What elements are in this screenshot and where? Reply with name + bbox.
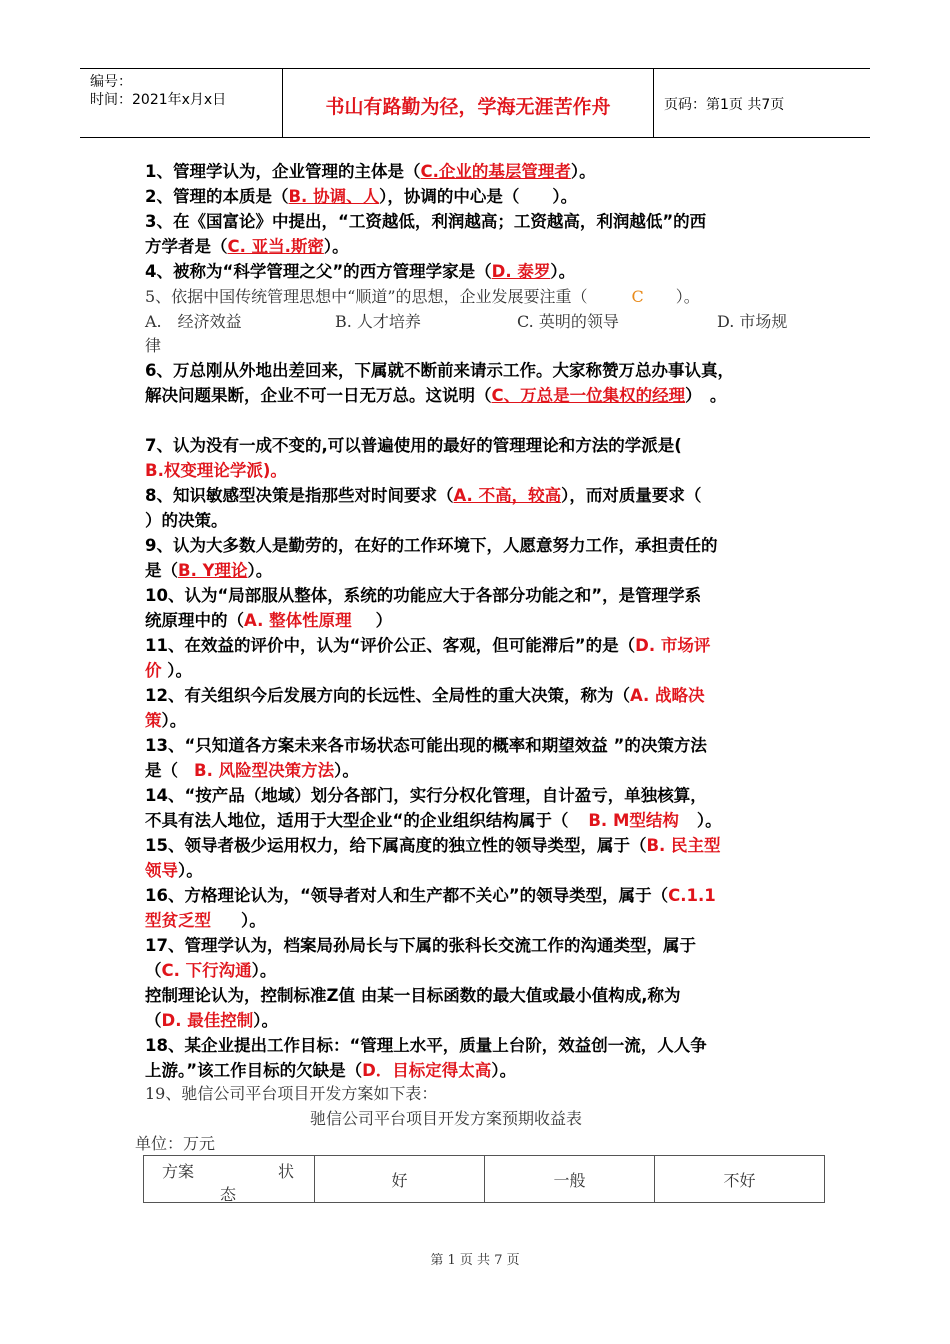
question-text: 解决问题果断，企业不可一日无万总。这说明（ bbox=[145, 386, 492, 405]
answer: 价 bbox=[145, 661, 162, 680]
question-text: 方学者是（ bbox=[145, 237, 228, 256]
answer: B. 协调、人 bbox=[288, 187, 380, 206]
question-text: 15、领导者极少运用权力，给下属高度的独立性的领导类型，属于（ bbox=[145, 836, 647, 855]
question-8 bbox=[145, 484, 701, 508]
question-text: ），协调的中心是（ ）。 bbox=[379, 187, 578, 206]
question-text: 上游。”该工作目标的欠缺是（ bbox=[145, 1061, 363, 1080]
payoff-table bbox=[143, 1155, 825, 1203]
option-d: D. 市场规 bbox=[717, 312, 788, 331]
question-text: ）。 bbox=[167, 661, 192, 680]
answer: C、万总是一位集权的经理 bbox=[491, 386, 686, 405]
question-text: 是（ bbox=[145, 761, 178, 780]
answer: B. 民主型 bbox=[646, 836, 721, 855]
option-c: C. 英明的领导 bbox=[517, 312, 619, 331]
answer: D．目标定得太高 bbox=[362, 1061, 492, 1080]
question-14-line-1: 14、“按产品（地域）划分各部门，实行分权化管理，自计盈亏，单独核算， bbox=[145, 786, 707, 805]
question-6-line-1: 6、万总刚从外地出差回来，下属就不断前来请示工作。大家称赞万总办事认真， bbox=[145, 361, 734, 380]
question-18-line-1: 18、某企业提出工作目标：“管理上水平，质量上台阶，效益创一流，人人争 bbox=[145, 1036, 707, 1055]
question-text: 2、管理的本质是（ bbox=[145, 187, 289, 206]
question-3-line-1: 3、在《国富论》中提出，“工资越低，利润越高；工资越高，利润越低”的西 bbox=[145, 212, 707, 231]
question-6-line-2 bbox=[145, 384, 726, 408]
question-text: ）。 bbox=[247, 561, 273, 580]
question-7-line-1: 7、认为没有一成不变的,可以普遍使用的最好的管理理论和方法的学派是( bbox=[145, 436, 682, 455]
answer: B. 风险型决策方法 bbox=[194, 761, 335, 780]
question-8-line-2: ）的决策。 bbox=[145, 511, 228, 530]
question-text: ）。 bbox=[334, 761, 359, 780]
table-unit: 单位：万元 bbox=[135, 1134, 216, 1153]
answer: A. 不高，较高 bbox=[453, 486, 562, 505]
answer: D. 市场评 bbox=[635, 636, 711, 655]
serial-label: 编号： bbox=[90, 74, 132, 90]
col-header-normal: 一般 bbox=[485, 1156, 655, 1203]
corner-cell bbox=[144, 1156, 315, 1203]
question-13-line-1: 13、“只知道各方案未来各市场状态可能出现的概率和期望效益 ”的决策方法 bbox=[145, 736, 707, 755]
question-2 bbox=[145, 185, 577, 209]
question-16 bbox=[145, 884, 716, 908]
question-text: 5、依据中国传统管理思想中“顺道”的思想，企业发展要注重（ bbox=[145, 287, 588, 306]
answer: C. 下行沟通 bbox=[161, 961, 252, 980]
question-11-line-2 bbox=[145, 659, 192, 683]
question-17-line-2 bbox=[145, 959, 276, 983]
question-text: ）。 bbox=[570, 162, 596, 181]
question-3-line-2 bbox=[145, 235, 349, 259]
table-caption: 驰信公司平台项目开发方案预期收益表 bbox=[310, 1109, 583, 1128]
question-text: 统原理中的（ bbox=[145, 611, 244, 630]
date-label: 时间：2021年x月x日 bbox=[90, 92, 227, 108]
page-header bbox=[80, 68, 870, 138]
option-a: A. 经济效益 bbox=[145, 312, 242, 331]
motto: 书山有路勤为径，学海无涯苦作舟 bbox=[325, 96, 611, 118]
header-motto-cell bbox=[283, 69, 654, 137]
question-17-line-1: 17、管理学认为，档案局孙局长与下属的张科长交流工作的沟通类型，属于 bbox=[145, 936, 696, 955]
page-number-label: 页码：第1页 共7页 bbox=[664, 97, 785, 113]
question-16-line-2 bbox=[145, 909, 266, 933]
question-text: ）。 bbox=[675, 287, 700, 306]
question-text: 是（ bbox=[145, 561, 178, 580]
question-text: 11、在效益的评价中，认为“评价公正、客观，但可能滞后”的是（ bbox=[145, 636, 636, 655]
answer: B. M型结构 bbox=[588, 811, 679, 830]
question-10-line-1: 10、认为“局部服从整体，系统的功能应大于各部分功能之和”，是管理学系 bbox=[145, 586, 702, 605]
question-text: 16、方格理论认为，“领导者对人和生产都不关心”的领导类型，属于（ bbox=[145, 886, 669, 905]
question-text: 不具有法人地位，适用于大型企业“的企业组织结构属于（ bbox=[145, 811, 569, 830]
question-text: ）。 bbox=[178, 861, 203, 880]
answer: D. 最佳控制 bbox=[161, 1011, 254, 1030]
answer: 领导 bbox=[145, 861, 178, 880]
question-12-line-2 bbox=[145, 709, 186, 733]
answer: C.1.1 bbox=[668, 886, 716, 905]
col-header-bad: 不好 bbox=[655, 1156, 825, 1203]
question-17b-line-1: 控制理论认为，控制标准Z值 由某一目标函数的最大值或最小值构成,称为 bbox=[145, 986, 681, 1005]
question-11 bbox=[145, 634, 710, 658]
answer: C.企业的基层管理者 bbox=[420, 162, 571, 181]
question-7-answer: B.权变理论学派)。 bbox=[145, 461, 287, 480]
answer: B. Y理论 bbox=[178, 561, 248, 580]
question-text: ）。 bbox=[251, 961, 277, 980]
answer: 型贫乏型 bbox=[145, 911, 211, 930]
corner-label-scheme: 方案 bbox=[162, 1162, 195, 1181]
question-text: ）。 bbox=[253, 1011, 278, 1030]
question-10-line-2 bbox=[145, 609, 392, 633]
answer: A. 整体性原理 bbox=[244, 611, 352, 630]
question-text: （ bbox=[145, 1011, 162, 1030]
question-text: 8、知识敏感型决策是指那些对时间要求（ bbox=[145, 486, 454, 505]
question-19: 19、驰信公司平台项目开发方案如下表： bbox=[145, 1084, 438, 1103]
question-12 bbox=[145, 684, 705, 708]
question-9-line-1: 9、认为大多数人是勤劳的，在好的工作环境下，人愿意努力工作，承担责任的 bbox=[145, 536, 718, 555]
question-1 bbox=[145, 160, 596, 184]
answer: D. 泰罗 bbox=[491, 262, 551, 281]
question-15-line-2 bbox=[145, 859, 203, 883]
answer: C. 亚当.斯密 bbox=[227, 237, 324, 256]
header-page-cell bbox=[654, 69, 870, 137]
answer: C bbox=[631, 287, 644, 306]
question-text: ）。 bbox=[491, 1061, 517, 1080]
question-text: ）。 bbox=[161, 711, 187, 730]
answer: A. 战略决 bbox=[629, 686, 705, 705]
header-info-cell bbox=[80, 69, 283, 137]
question-18-line-2 bbox=[145, 1059, 516, 1083]
question-text: 4、被称为“科学管理之父”的西方管理学家是（ bbox=[145, 262, 492, 281]
corner-label-state-1: 状 bbox=[278, 1162, 295, 1181]
question-14-line-2 bbox=[145, 809, 722, 833]
question-9-line-2 bbox=[145, 559, 272, 583]
question-5 bbox=[145, 285, 700, 309]
question-15 bbox=[145, 834, 721, 858]
question-text: ）。 bbox=[550, 262, 576, 281]
question-text: ）。 bbox=[696, 811, 722, 830]
question-text: ），而对质量要求（ bbox=[561, 486, 702, 505]
option-d-cont: 律 bbox=[145, 336, 162, 355]
question-text: ） bbox=[375, 611, 393, 630]
question-text: ）。 bbox=[241, 911, 266, 930]
question-text: （ bbox=[145, 961, 162, 980]
question-text: ）。 bbox=[323, 237, 349, 256]
question-text: 12、有关组织今后发展方向的长远性、全局性的重大决策，称为（ bbox=[145, 686, 630, 705]
page-footer: 第 1 页 共 7 页 bbox=[430, 1253, 520, 1268]
question-17b-line-2 bbox=[145, 1009, 278, 1033]
question-text: ） 。 bbox=[685, 386, 727, 405]
option-b: B. 人才培养 bbox=[335, 312, 421, 331]
table-header-row bbox=[144, 1156, 825, 1203]
question-text: 1、管理学认为，企业管理的主体是（ bbox=[145, 162, 421, 181]
answer: 策 bbox=[145, 711, 162, 730]
col-header-good: 好 bbox=[315, 1156, 485, 1203]
corner-label-state-2: 态 bbox=[220, 1185, 237, 1204]
question-13-line-2 bbox=[145, 759, 359, 783]
question-4 bbox=[145, 260, 575, 284]
